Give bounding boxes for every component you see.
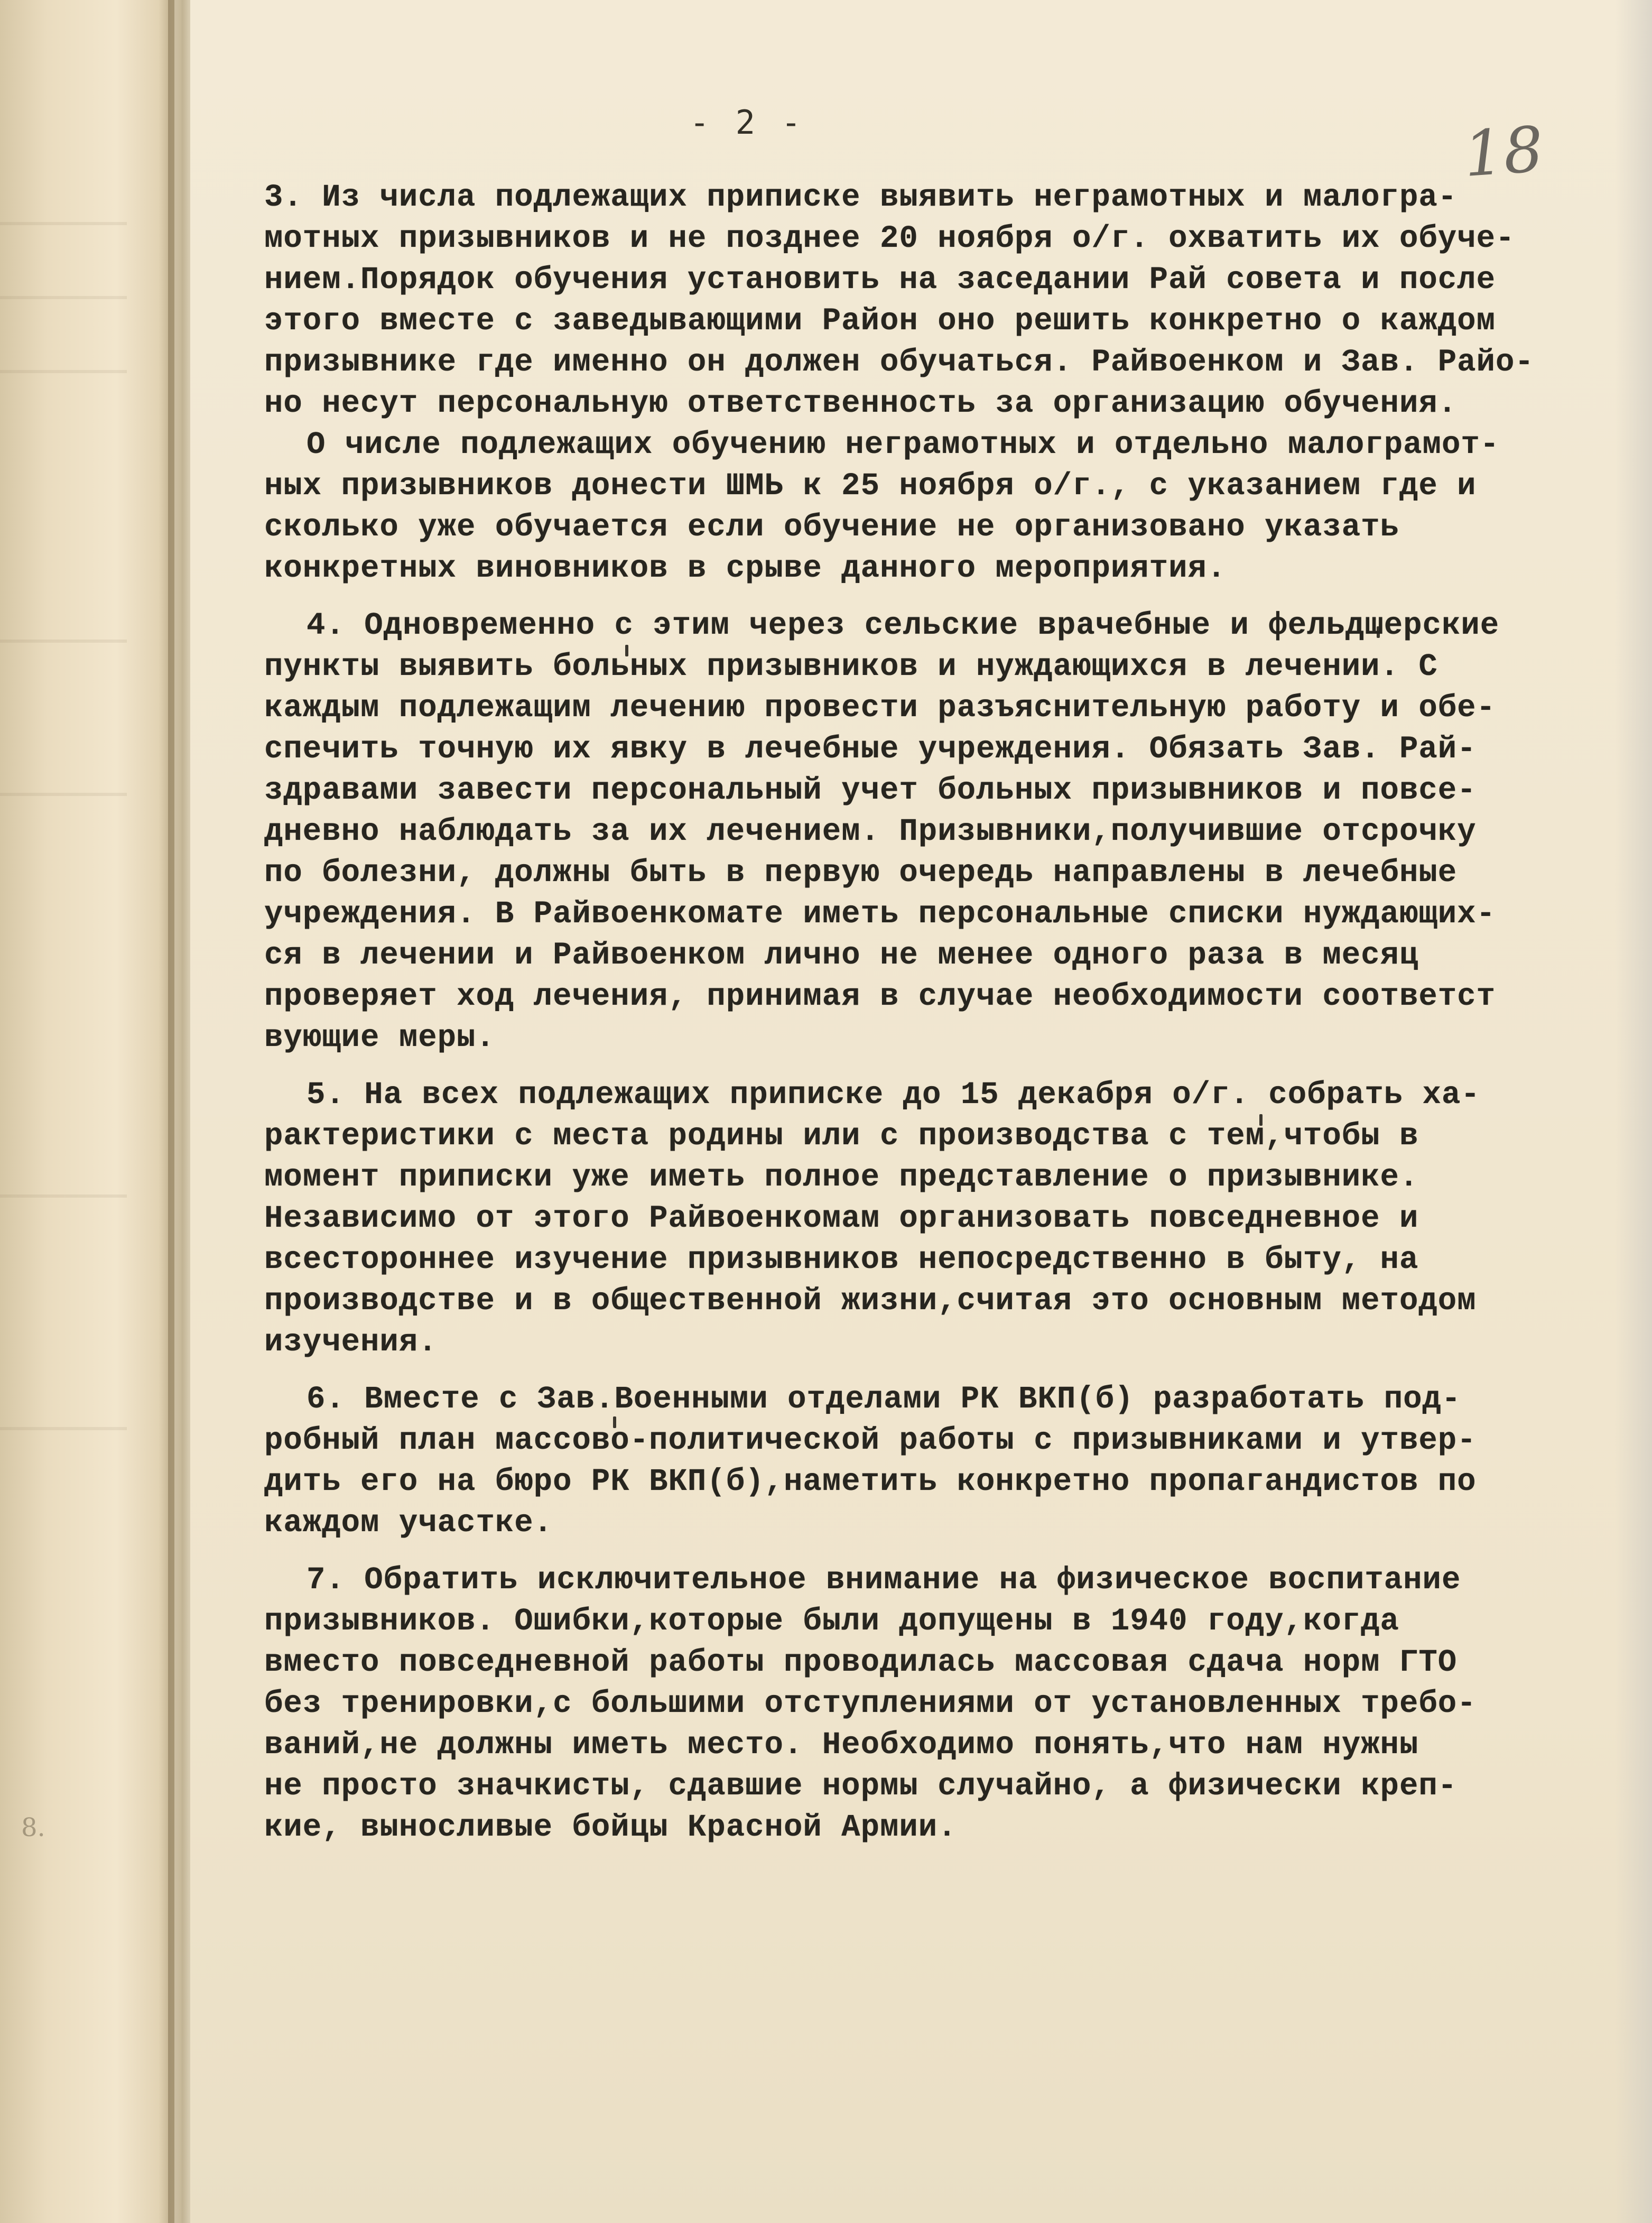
text-line: мотных призывников и не позднее 20 ноября о/г. охватить их обуче-: [264, 221, 1515, 256]
ink-bleed-line: [0, 296, 127, 299]
handwritten-folio-number: 18: [1461, 112, 1546, 191]
text-line: вующие меры.: [264, 1020, 495, 1055]
text-line: 3. Из числа подлежащих приписке выявить неграмотных и малогра-: [264, 180, 1458, 215]
text-line: призывников. Ошибки,которые были допущены в 1940 году,когда: [264, 1604, 1399, 1639]
text-line: этого вместе с заведывающими Район оно решить конкретно о каждом: [264, 303, 1496, 339]
text-line: пункты выявить больных призывников и нуждающихся в лечении. С: [264, 649, 1438, 684]
text-line: призывнике где именно он должен обучаться. Райвоенком и Зав. Райо-: [264, 345, 1534, 380]
ink-bleed-line: [0, 370, 127, 373]
ink-bleed-line: [0, 1194, 127, 1198]
text-line: 5. На всех подлежащих приписке до 15 декабря о/г. собрать ха-: [307, 1077, 1480, 1113]
typewritten-body: [264, 177, 1543, 1848]
text-line: ных призывников донести ШМЬ к 25 ноября о/г., с указанием где и: [264, 468, 1477, 504]
text-line: проверяет ход лечения, принимая в случае необходимости соответст: [264, 979, 1496, 1014]
ink-bleed-line: [0, 1427, 127, 1430]
text-line: Независимо от этого Райвоенкомам организовать повседневное и: [264, 1201, 1419, 1236]
text-line: каждым подлежащим лечению провести разъяснительную работу и обе-: [264, 690, 1496, 726]
paragraph-5: [264, 1075, 1543, 1363]
text-line: кие, выносливые бойцы Красной Армии.: [264, 1810, 957, 1845]
text-line: дить его на бюро РК ВКП(б),наметить конкретно пропагандистов по: [264, 1464, 1477, 1499]
text-line: вместо повседневной работы проводилась массовая сдача норм ГТО: [264, 1645, 1458, 1680]
text-line: изучения.: [264, 1324, 438, 1360]
text-line: робный план массово-политической работы с призывниками и утвер-: [264, 1423, 1477, 1458]
paragraph-gap: [264, 1363, 1543, 1379]
text-line: не просто значкисты, сдавшие нормы случайно, а физически креп-: [264, 1768, 1458, 1804]
book-gutter-shadow: [168, 0, 189, 2223]
text-line: но несут персональную ответственность за организацию обучения.: [264, 386, 1458, 421]
text-line: учреждения. В Райвоенкомате иметь персональные списки нуждающих-: [264, 896, 1496, 932]
text-line: здравами завести персональный учет больных призывников и повсе-: [264, 773, 1477, 808]
text-line: по болезни, должны быть в первую очередь направлены в лечебные: [264, 855, 1458, 891]
text-line: нием.Порядок обучения установить на заседании Рай совета и после: [264, 262, 1496, 298]
paragraph-6: [264, 1379, 1543, 1544]
text-line: производстве и в общественной жизни,считая это основным методом: [264, 1283, 1477, 1319]
paragraph-4: [264, 605, 1543, 1059]
text-line: ся в лечении и Райвоенком лично не менее одного раза в месяц: [264, 938, 1419, 973]
text-line: сколько уже обучается если обучение не организовано указать: [264, 510, 1399, 545]
text-line: 7. Обратить исключительное внимание на физическое воспитание: [307, 1562, 1461, 1598]
text-line: момент приписки уже иметь полное представление о призывнике.: [264, 1160, 1419, 1195]
paragraph-gap: [264, 1059, 1543, 1075]
paragraph-gap: [264, 1544, 1543, 1560]
paragraph-3: [264, 177, 1543, 424]
text-line: 6. Вместе с Зав.Военными отделами РК ВКП(б) разработать под-: [307, 1382, 1461, 1417]
page-number: - 2 -: [690, 103, 804, 142]
ink-bleed-line: [0, 640, 127, 643]
text-line: спечить точную их явку в лечебные учреждения. Обязать Зав. Рай-: [264, 731, 1477, 767]
text-line: дневно наблюдать за их лечением. Призывники,получившие отсрочку: [264, 814, 1477, 849]
ink-bleed-line: [0, 222, 127, 225]
ink-bleed-line: [0, 793, 127, 796]
text-line: ваний,не должны иметь место. Необходимо понять,что нам нужны: [264, 1727, 1419, 1763]
page-right-edge: [1615, 0, 1652, 2223]
text-line: конкретных виновников в срыве данного мероприятия.: [264, 551, 1227, 586]
text-line: каждом участке.: [264, 1505, 553, 1541]
margin-mark: 8.: [21, 1813, 45, 1842]
text-line: О числе подлежащих обучению неграмотных и отдельно малогрaмот-: [307, 427, 1500, 462]
text-line: рактеристики с места родины или с производства с тем,чтобы в: [264, 1118, 1419, 1154]
text-line: без тренировки,с большими отступлениями от установленных требо-: [264, 1686, 1477, 1721]
paragraph-3-continued: [264, 424, 1543, 589]
previous-page-edge: [0, 0, 174, 2223]
paragraph-7: [264, 1560, 1543, 1848]
paragraph-gap: [264, 589, 1543, 605]
text-line: 4. Одновременно с этим через сельские врачебные и фельдшерские: [307, 608, 1500, 643]
text-line: всестороннее изучение призывников непосредственно в быту, на: [264, 1242, 1419, 1277]
